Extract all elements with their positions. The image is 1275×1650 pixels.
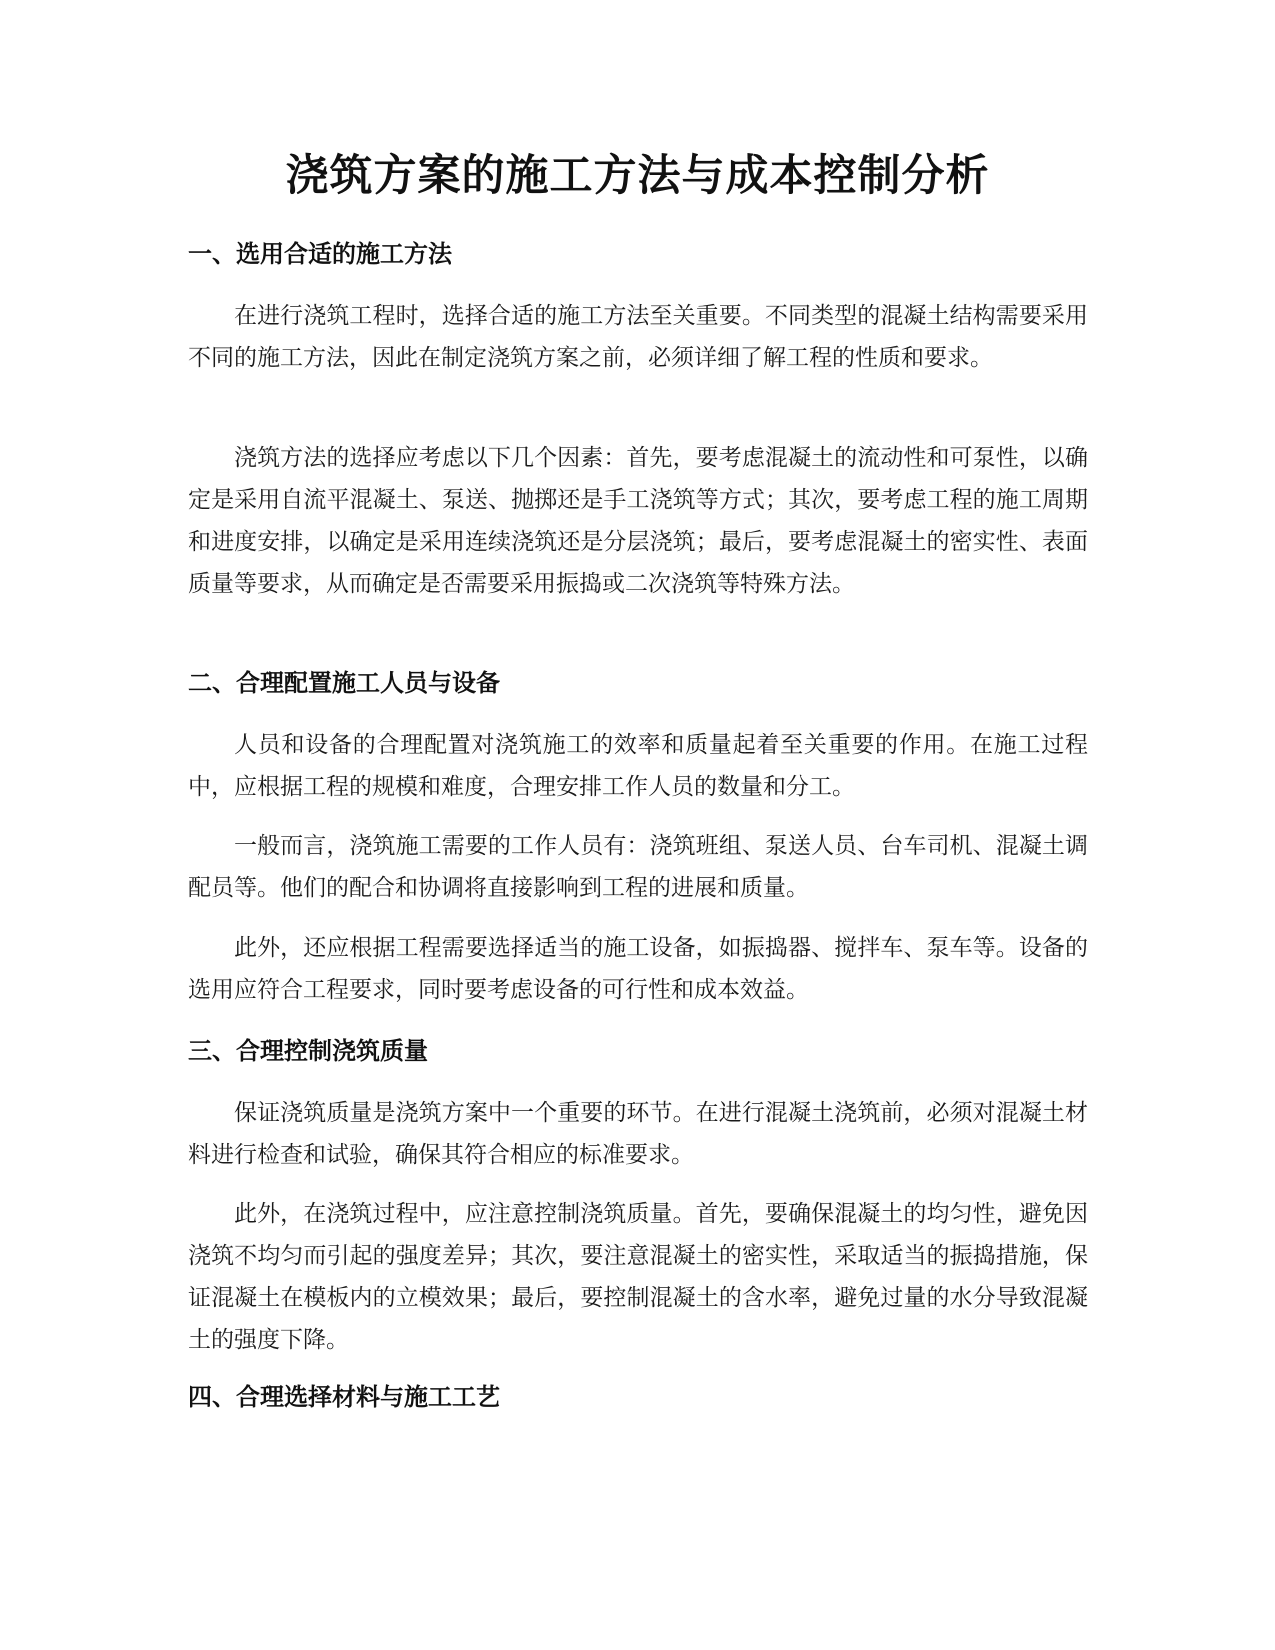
section-heading-3: 三、合理控制浇筑质量 bbox=[188, 1037, 428, 1065]
paragraph: 一般而言，浇筑施工需要的工作人员有：浇筑班组、泵送人员、台车司机、混凝土调配员等。他们的配合和协调将直接影响到工程的进展和质量。 bbox=[188, 833, 1088, 901]
section-heading-2: 二、合理配置施工人员与设备 bbox=[188, 669, 500, 697]
document-title: 浇筑方案的施工方法与成本控制分析 bbox=[285, 151, 990, 201]
section-heading-1: 一、选用合适的施工方法 bbox=[188, 240, 452, 268]
paragraph: 保证浇筑质量是浇筑方案中一个重要的环节。在进行混凝土浇筑前，必须对混凝土材料进行检查和试验，确保其符合相应的标准要求。 bbox=[188, 1100, 1088, 1168]
paragraph: 此外，还应根据工程需要选择适当的施工设备，如振捣器、搅拌车、泵车等。设备的选用应符合工程要求，同时要考虑设备的可行性和成本效益。 bbox=[188, 935, 1088, 1003]
paragraph: 此外，在浇筑过程中，应注意控制浇筑质量。首先，要确保混凝土的均匀性，避免因浇筑不均匀而引起的强度差异；其次，要注意混凝土的密实性，采取适当的振捣措施，保证混凝土在模板内的立模效果；最后，要控制混凝土的含水率，避免过量的水分导致混凝土的强度下降。 bbox=[188, 1201, 1088, 1353]
section-heading-4: 四、合理选择材料与施工工艺 bbox=[188, 1383, 500, 1411]
paragraph: 浇筑方法的选择应考虑以下几个因素：首先，要考虑混凝土的流动性和可泵性，以确定是采用自流平混凝土、泵送、抛掷还是手工浇筑等方式；其次，要考虑工程的施工周期和进度安排，以确定是采用连续浇筑还是分层浇筑；最后，要考虑混凝土的密实性、表面质量等要求，从而确定是否需要采用振捣或二次浇筑等特殊方法。 bbox=[188, 445, 1088, 597]
paragraph: 在进行浇筑工程时，选择合适的施工方法至关重要。不同类型的混凝土结构需要采用不同的施工方法，因此在制定浇筑方案之前，必须详细了解工程的性质和要求。 bbox=[188, 303, 1088, 371]
paragraph: 人员和设备的合理配置对浇筑施工的效率和质量起着至关重要的作用。在施工过程中，应根据工程的规模和难度，合理安排工作人员的数量和分工。 bbox=[188, 732, 1088, 800]
